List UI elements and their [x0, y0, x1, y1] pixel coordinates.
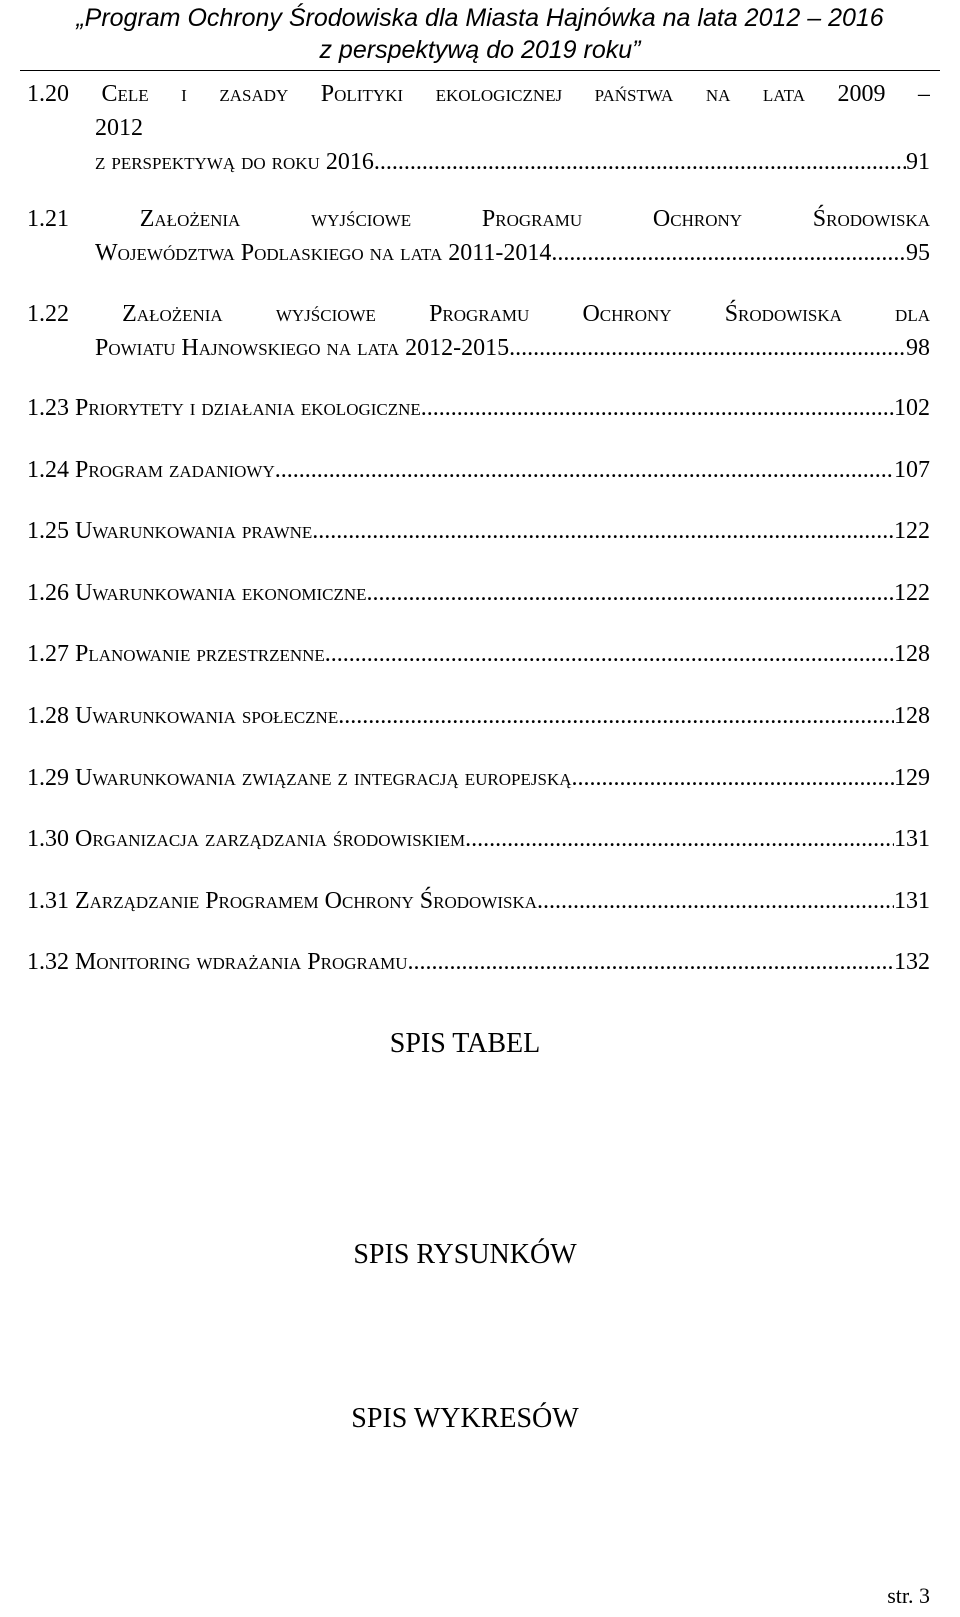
toc-page-number: 128 — [894, 703, 930, 729]
toc-entry-1-29[interactable] — [27, 759, 930, 797]
toc-page-number: 131 — [894, 826, 930, 852]
toc-leader-dots — [408, 943, 894, 981]
list-of-charts-heading: SPIS WYKRESÓW — [351, 1403, 579, 1434]
toc-entry-1-23[interactable] — [27, 389, 930, 427]
toc-leader-dots — [537, 882, 894, 920]
toc-page-number: 107 — [894, 457, 930, 483]
document-header — [0, 2, 960, 66]
toc-entry-1-21-line-1[interactable] — [27, 200, 930, 238]
toc-entry-1-20-line-3[interactable] — [95, 143, 930, 181]
toc-entry-1-30[interactable] — [27, 820, 930, 858]
toc-page-number: 95 — [906, 240, 930, 266]
toc-page-number: 132 — [894, 949, 930, 975]
toc-entry-title: 1.30 Organizacja zarządzania środowiskiem — [27, 826, 466, 852]
header-title-line-2: z perspektywą do 2019 roku” — [319, 36, 641, 64]
toc-leader-dots — [421, 389, 894, 427]
toc-page-number: 122 — [894, 580, 930, 606]
toc-entry-title: 1.28 Uwarunkowania społeczne — [27, 703, 339, 729]
toc-entry-1-27[interactable] — [27, 635, 930, 673]
header-divider — [20, 70, 940, 71]
toc-entry-title: 1.24 Program zadaniowy — [27, 457, 275, 483]
toc-leader-dots — [374, 143, 906, 181]
toc-entry-title: 1.25 Uwarunkowania prawne — [27, 518, 313, 544]
toc-entry-lead: 1.22 Założenia wyjściowe Programu Ochrony Środowiska dla — [27, 301, 930, 327]
toc-entry-lead: 1.21 Założenia wyjściowe Programu Ochrony Środowiska — [27, 206, 930, 232]
toc-leader-dots — [275, 451, 894, 489]
toc-page-number: 131 — [894, 888, 930, 914]
toc-entry-title: 1.32 Monitoring wdrażania Programu — [27, 949, 408, 975]
toc-entry-1-22-line-1[interactable] — [27, 295, 930, 333]
toc-entry-1-28[interactable] — [27, 697, 930, 735]
toc-entry-1-21-line-2[interactable] — [95, 234, 930, 272]
toc-page-number: 98 — [906, 335, 930, 361]
toc-entry-title: 1.27 Planowanie przestrzenne — [27, 641, 325, 667]
toc-entry-1-31[interactable] — [27, 882, 930, 920]
toc-entry-1-26[interactable] — [27, 574, 930, 612]
toc-page-number: 128 — [894, 641, 930, 667]
toc-page-number: 102 — [894, 395, 930, 421]
toc-entry-1-25[interactable] — [27, 512, 930, 550]
header-title-line-1: „Program Ochrony Środowiska dla Miasta Hajnówka na lata 2012 – 2016 — [76, 4, 884, 32]
list-of-tables-heading: SPIS TABEL — [389, 1028, 541, 1059]
toc-entry-1-22-line-2[interactable] — [95, 329, 930, 367]
toc-entry-title: 1.26 Uwarunkowania ekonomiczne — [27, 580, 367, 606]
page-number-footer: str. 3 — [887, 1583, 930, 1608]
toc-leader-dots — [509, 329, 906, 367]
toc-entry-title: 1.23 Priorytety i działania ekologiczne — [27, 395, 421, 421]
toc-leader-dots — [367, 574, 894, 612]
toc-leader-dots — [325, 635, 894, 673]
toc-entry-1-20-line-1[interactable] — [27, 75, 930, 113]
toc-entry-continuation: 2012 — [95, 115, 143, 141]
toc-page-number: 91 — [906, 149, 930, 175]
toc-page-number: 122 — [894, 518, 930, 544]
toc-entry-1-32[interactable] — [27, 943, 930, 981]
list-of-figures-heading: SPIS RYSUNKÓW — [353, 1239, 577, 1270]
toc-leader-dots — [572, 759, 894, 797]
toc-leader-dots — [312, 512, 894, 550]
toc-entry-title: Powiatu Hajnowskiego na lata 2012-2015 — [95, 335, 510, 361]
toc-entry-title: 1.29 Uwarunkowania związane z integracją europejską — [27, 765, 572, 791]
toc-leader-dots — [338, 697, 894, 735]
toc-entry-title: 1.31 Zarządzanie Programem Ochrony Środowiska — [27, 888, 538, 914]
toc-entry-title: z perspektywą do roku 2016 — [95, 149, 374, 175]
toc-leader-dots — [551, 234, 906, 272]
toc-entry-1-24[interactable] — [27, 451, 930, 489]
toc-entry-lead: 1.20 Cele i zasady Polityki ekologicznej państwa na lata 2009 – — [27, 81, 930, 107]
toc-entry-title: Województwa Podlaskiego na lata 2011-2014 — [95, 240, 552, 266]
toc-page-number: 129 — [894, 765, 930, 791]
toc-leader-dots — [465, 820, 894, 858]
toc-entry-1-20-line-2 — [95, 109, 930, 147]
